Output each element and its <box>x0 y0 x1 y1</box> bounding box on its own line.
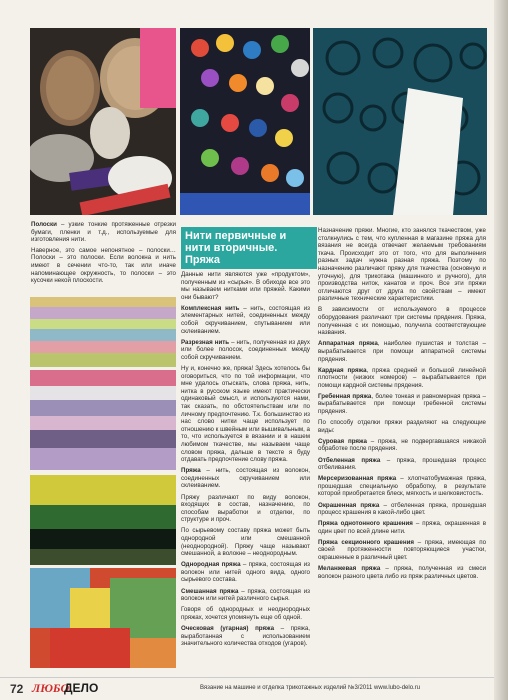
paragraph-text: – пряжа, прошедшая процесс отбеливания. <box>318 456 486 472</box>
caption-definition: – узкие тонкие протяженные отрезки бумаги, пленки и т.д., используемые для изготовления нити. <box>31 221 176 244</box>
article-paragraph <box>181 606 310 621</box>
paragraph-text: – пряжа, окрашенная в один цвет по всей длине нити. <box>318 520 486 535</box>
caption-term: Полоски <box>31 221 57 228</box>
page-number: 72 <box>10 682 24 696</box>
term: Кардная пряжа <box>318 366 367 374</box>
article-paragraph <box>318 475 486 498</box>
paragraph-text: – нить, состоящая из волокон, соединенных скручиванием или склеиванием. <box>181 467 310 490</box>
paragraph-text: Пряжу различают по виду волокон, входящих в состав, назначению, по способам выработки и отделки, по структуре и проч. <box>181 493 310 524</box>
term: Суровая пряжа <box>318 437 367 445</box>
footer-text: Вязание на машине и отделка трикотажных изделий №3/2011 www.lubo-delo.ru <box>200 685 421 691</box>
paragraph-text: – пряжа, состоящая из волокон или нитей одного вида, одного сырьевого состава. <box>181 561 310 584</box>
paragraph-text: , наиболее пушистая и толстая – вырабатывается при помощи аппаратной системы прядения. <box>318 340 486 363</box>
article-paragraph <box>318 340 486 363</box>
paragraph-text: По способу отделки пряжи разделяют на следующие виды: <box>318 419 486 434</box>
article-paragraph <box>318 438 486 453</box>
term: Пряжа секционного крашения <box>318 538 414 546</box>
paragraph-text: – хлопчатобумажная пряжа, прошедшая специальную обработку, в результате которой приобретается блеск, мягкость и шелковистость. <box>318 475 487 498</box>
photo-fabric-stack-1 <box>30 297 176 367</box>
article-column-right <box>318 227 486 584</box>
article-paragraph <box>318 419 486 434</box>
article-paragraph <box>181 305 310 335</box>
photo-fabric-stack-3 <box>30 475 176 565</box>
article-paragraph <box>181 527 310 557</box>
term: Пряжа <box>181 467 201 475</box>
term: Смешанная пряжа <box>181 587 239 595</box>
caption-strips <box>31 221 176 285</box>
photo-colorful-spools <box>180 28 310 215</box>
photo-lace <box>313 28 487 215</box>
article-paragraph <box>181 365 310 464</box>
article-paragraph <box>181 339 310 362</box>
article-paragraph <box>318 393 486 416</box>
article-paragraph <box>181 494 310 524</box>
paragraph-text: По сырьевому составу пряжа может быть однородной или смешанной (неоднородной). Пряжу чаще называют смешанной, а волокне – неоднородным. <box>181 527 310 558</box>
paragraph-text: – пряжа, полученная из смеси волокон разного цвета либо из пряж различных цветов. <box>318 565 486 580</box>
page-footer <box>0 677 494 700</box>
article-column-middle <box>181 271 310 651</box>
article-paragraph <box>181 561 310 584</box>
article-paragraph <box>318 502 486 517</box>
paragraph-text: , пряжа средней и большой линейной плотности (низких номеров) – вырабатывается при помощи кардной системы прядения. <box>318 366 486 389</box>
term: Комплексная нить <box>181 304 240 312</box>
term: Оческовая (угарная) пряжа <box>181 624 275 632</box>
article-paragraph <box>318 520 486 535</box>
article-paragraph <box>181 625 310 648</box>
article-paragraph <box>181 467 310 490</box>
page-edge <box>494 0 508 700</box>
paragraph-text: – отбеленная пряжа, прошедшая процесс крашения в какой-либо цвет. <box>318 501 486 517</box>
photo-fabric-stack-4 <box>30 568 176 668</box>
paragraph-text: , более тонкая и равномерная пряжа – вырабатывается при помощи гребенной системы прядения. <box>318 392 487 416</box>
article-paragraph <box>318 367 486 390</box>
magazine-logo: ЛЮБО <box>32 681 70 695</box>
paragraph-text: Ну и, конечно же, пряжа! Здесь хотелось бы оговориться, что по той информации, что мне удалось отыскать, слова пряжа, нить, нитка в русском языке имеют практически одинаковый смысл, и используются нами, так сказать, по обстоятельствам или по личному предпочтению. Т.к. большинство из нас слово нитки чаще использует по отношению к швейным или вышивальным, а то, что используется в вязании и в нашем любимом ткачестве, мы называем чаще словом пряжа, дальше в тексте я буду отдавать предпочтение слову пряжа. <box>181 365 310 464</box>
article-paragraph <box>318 565 486 580</box>
term: Аппаратная пряжа <box>318 340 378 348</box>
paragraph-text: – пряжа, выработанная с использованием значительного количества отходов (угаров). <box>181 624 310 648</box>
term: Меланжевая пряжа <box>318 565 381 573</box>
term: Разрезная нить <box>181 338 230 346</box>
article-paragraph <box>181 588 310 603</box>
paragraph-text: – нить, полученная из двух или более полосок, соединенных между собой скручиванием. <box>181 338 310 361</box>
magazine-logo-second: ДЕЛО <box>64 681 99 695</box>
paragraph-text: – нить, состоящая из элементарных нитей, соединенных между собой скручиванием, спутыванием или склеиванием. <box>181 304 310 335</box>
article-paragraph <box>318 457 486 472</box>
paragraph-text: Данные нити являются уже «продуктом», полученным из «сырья». В обиходе все это мы называем нитками или пряжей. Какими они бывают? <box>181 271 310 301</box>
photo-fabric-stack-2 <box>30 370 176 470</box>
paragraph-text: – пряжа, состоящая из волокон или нитей различного сырья. <box>181 587 311 603</box>
paragraph-text: Говоря об однородных и неоднородных пряжах, хочется упомянуть еще об одной. <box>181 606 310 621</box>
photo-thread-spools <box>30 28 176 215</box>
article-paragraph <box>318 227 486 303</box>
paragraph-text: В зависимости от используемого в процессе оборудования различают три системы прядения. Пряжа, полученная с их помощью, получила соответствующие названия. <box>318 306 486 337</box>
term: Гребенная пряжа <box>318 392 372 400</box>
term: Однородная пряжа <box>181 561 241 569</box>
paragraph-text: Назначение пряжи. Многие, кто занялся ткачеством, уже столкнулись с тем, что купленная в магазине пряжа для вязания не всегда отвечает желаемым требованиям ткача. Происходит это от того, что для выполнения разных задач нужна разная пряжа. Поэтому по назначению различают пряжу для ткачества (основную и уточную), для трикотажа (машинного и ручного), для производства ниток, канатов и проч. Все эти пряжи отличаются друг от друга по свойствам – имеют различные технические характеристики. <box>318 227 486 303</box>
section-heading: Нити первичные и нити вторичные. Пряжа <box>181 227 317 269</box>
paragraph-text: – пряжа, имеющая по своей протяженности повторяющиеся участки, окрашенные в различный цвет. <box>318 538 487 562</box>
article-paragraph <box>318 539 486 562</box>
article-paragraph <box>318 306 486 336</box>
article-paragraph <box>181 271 310 301</box>
term: Окрашенная пряжа <box>318 501 380 509</box>
term: Пряжа однотонного крашения <box>318 520 413 528</box>
term: Мерсеризованная пряжа <box>318 475 397 483</box>
caption-paragraph: Наверное, это самое непонятное – полоски… Полоски – это полоски. Если волокна и нить имеют в сечении что-то, так или иначе напоминающее окружность, то полоски – это кусочки некой плоскости. <box>31 246 176 285</box>
term: Отбеленная пряжа <box>318 456 381 464</box>
paragraph-text: – пряжа, не подвергавшаяся никакой обработке после прядения. <box>318 437 486 453</box>
